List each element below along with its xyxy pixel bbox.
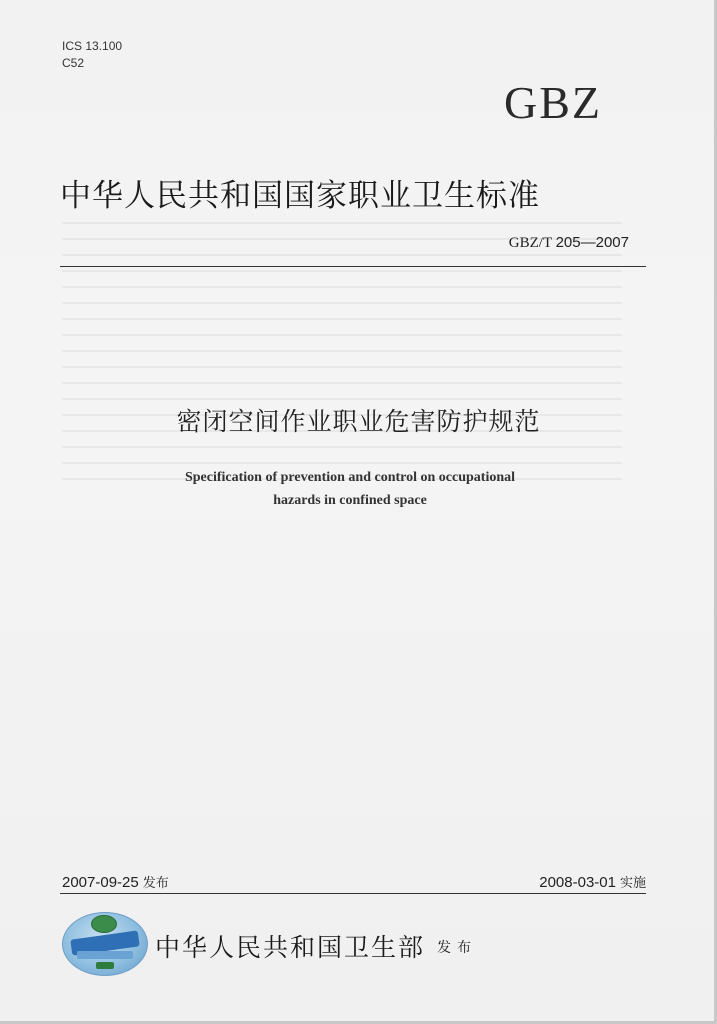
document-title-en: [0, 466, 700, 512]
document-title-en-line2: hazards in confined space: [273, 493, 427, 508]
standard-number-prefix: GBZ/T: [508, 235, 552, 251]
standard-type: 中华人民共和国国家职业卫生标准: [60, 178, 540, 214]
ics-code: ICS 13.100: [62, 39, 123, 53]
document-title-cn: 密闭空间作业职业危害防护规范: [176, 407, 541, 436]
issue-date-value: 2007-09-25: [62, 874, 139, 891]
standard-number-value: 205—2007: [555, 234, 629, 251]
publisher: [155, 928, 477, 964]
publisher-suffix: 发布: [437, 940, 478, 956]
classification-codes: [62, 38, 122, 72]
implementation-date: [539, 872, 646, 891]
issue-date-suffix: 发布: [142, 876, 169, 891]
publisher-seal-icon: [62, 912, 148, 976]
bottom-divider: [60, 893, 646, 894]
implementation-date-suffix: 实施: [619, 876, 646, 891]
publisher-name: 中华人民共和国卫生部: [155, 933, 426, 962]
implementation-date-value: 2008-03-01: [539, 874, 616, 891]
series-code: GBZ: [504, 77, 602, 128]
issue-date: [62, 872, 169, 891]
ccs-code: C52: [62, 56, 85, 70]
document-title-en-line1: Specification of prevention and control on occupational: [184, 470, 516, 485]
